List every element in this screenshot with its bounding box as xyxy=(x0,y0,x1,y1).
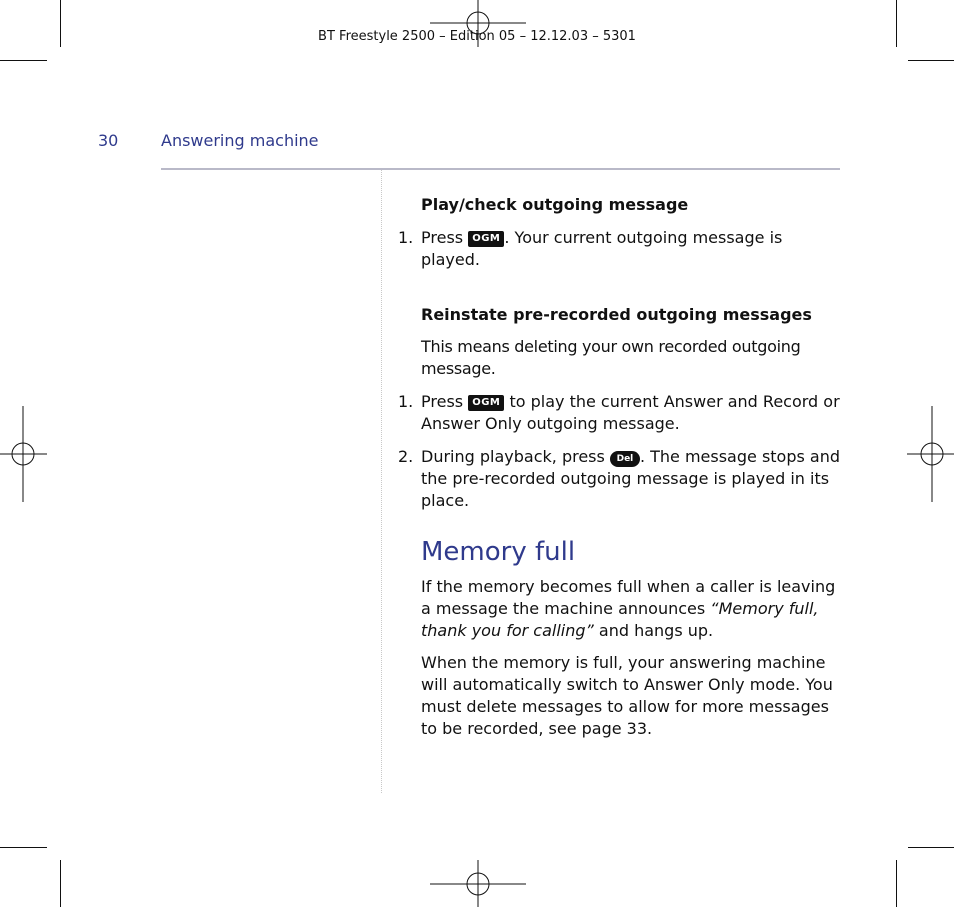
paragraph-text: If the memory becomes full when a caller is leaving a message the machine announces xyxy=(421,577,836,618)
crop-mark xyxy=(0,847,47,848)
announcement-quote: “Memory full, thank you for calling” xyxy=(421,599,819,640)
column-divider xyxy=(381,170,382,793)
step-number: 1. xyxy=(398,392,414,411)
play-check-title: Play/check outgoing message xyxy=(421,195,689,214)
step-text-after: to play the current Answer and Record or Answer Only outgoing message. xyxy=(421,392,840,433)
reinstate-step-2 xyxy=(398,446,843,512)
step-text-after: . The message stops and the pre-recorded outgoing message is played in its place. xyxy=(421,447,841,510)
section-title: Answering machine xyxy=(161,131,319,150)
header-rule xyxy=(161,168,840,170)
step-number: 2. xyxy=(398,447,414,466)
step-text xyxy=(421,227,843,271)
memory-full-heading: Memory full xyxy=(421,537,576,567)
registration-mark-bottom xyxy=(430,860,526,907)
play-check-step-1 xyxy=(398,227,843,271)
step-text-after: . Your current outgoing message is played. xyxy=(421,228,783,269)
del-key-icon: Del xyxy=(610,451,640,467)
crop-mark xyxy=(908,60,954,61)
step-text-before: Press xyxy=(421,228,464,247)
crop-mark xyxy=(0,60,47,61)
print-slug: BT Freestyle 2500 – Edition 05 – 12.12.03 – 5301 xyxy=(318,29,636,44)
page-number: 30 xyxy=(98,131,119,150)
crop-mark xyxy=(908,847,954,848)
step-text-before: Press xyxy=(421,392,464,411)
ogm-key-icon: OGM xyxy=(468,395,504,411)
registration-mark-right xyxy=(907,406,954,502)
step-number: 1. xyxy=(398,228,414,247)
memory-full-paragraph-2: When the memory is full, your answering machine will automatically switch to Answer Only mode. You must delete messages to allow for more messages to be recorded, see page 33. xyxy=(421,653,833,738)
step-text-before: During playback, press xyxy=(421,447,605,466)
crop-mark xyxy=(60,860,61,907)
paragraph-text: and hangs up. xyxy=(593,621,714,640)
ogm-key-icon: OGM xyxy=(468,231,504,247)
crop-mark xyxy=(896,860,897,907)
step-text xyxy=(421,391,843,435)
reinstate-intro: This means deleting your own recorded outgoing message. xyxy=(421,337,801,378)
registration-mark-left xyxy=(0,406,47,502)
step-text xyxy=(421,446,843,512)
memory-full-paragraph-1 xyxy=(398,576,843,642)
reinstate-title: Reinstate pre-recorded outgoing messages xyxy=(421,305,812,324)
reinstate-step-1 xyxy=(398,391,843,435)
main-content xyxy=(398,194,843,740)
